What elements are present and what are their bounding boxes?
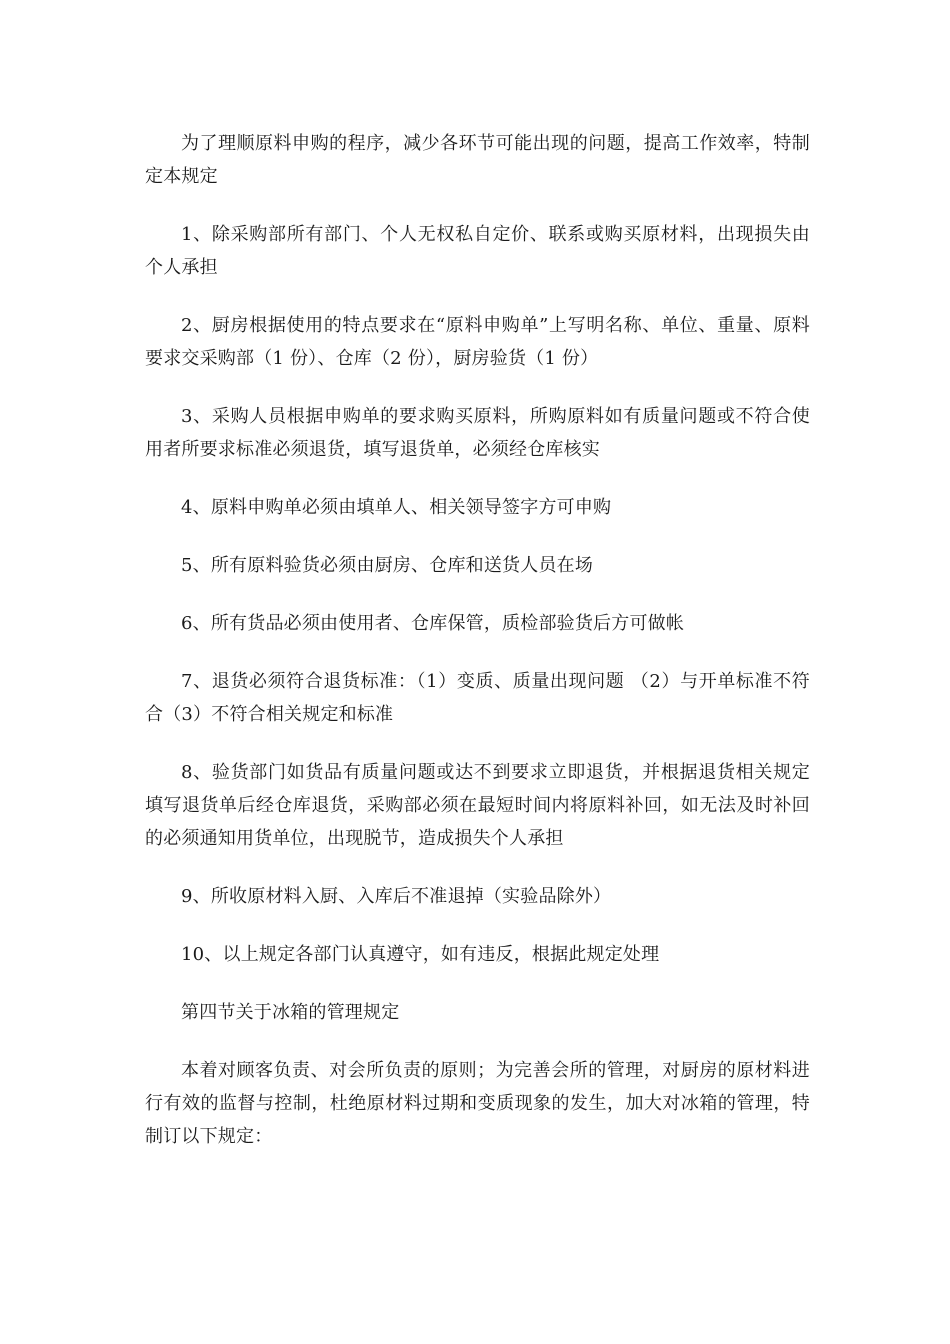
rule-4: 4、原料申购单必须由填单人、相关领导签字方可申购 [181,497,612,518]
rule-1: 1、除采购部所有部门、个人无权私自定价、联系或购买原材料，出现损失由个人承担 [145,224,810,278]
rule-2: 2、厨房根据使用的特点要求在“原料申购单”上写明名称、单位、重量、原料要求交采购部（1 份）、仓库（2 份），厨房验货（1 份） [145,315,810,369]
section-heading: 第四节关于冰箱的管理规定 [181,1002,400,1023]
intro-paragraph: 为了理顺原料申购的程序，减少各环节可能出现的问题，提高工作效率，特制定本规定 [145,133,810,187]
rule-5: 5、所有原料验货必须由厨房、仓库和送货人员在场 [181,555,594,576]
rule-9: 9、所收原材料入厨、入库后不准退掉（实验品除外） [181,886,612,907]
rule-10: 10、以上规定各部门认真遵守，如有违反，根据此规定处理 [181,944,660,965]
rule-7: 7、退货必须符合退货标准：（1）变质、质量出现问题 （2）与开单标准不符合（3）不符合相关规定和标准 [145,671,810,725]
section-intro-paragraph: 本着对顾客负责、对会所负责的原则；为完善会所的管理，对厨房的原材料进行有效的监督与控制，杜绝原材料过期和变质现象的发生，加大对冰箱的管理，特制订以下规定： [145,1060,810,1147]
rule-8: 8、验货部门如货品有质量问题或达不到要求立即退货，并根据退货相关规定填写退货单后经仓库退货，采购部必须在最短时间内将原料补回，如无法及时补回的必须通知用货单位，出现脱节，造成损失个人承担 [145,762,810,849]
rule-6: 6、所有货品必须由使用者、仓库保管，质检部验货后方可做帐 [181,613,685,634]
rule-3: 3、采购人员根据申购单的要求购买原料，所购原料如有质量问题或不符合使用者所要求标准必须退货，填写退货单，必须经仓库核实 [145,406,810,460]
document-body [145,127,810,1178]
